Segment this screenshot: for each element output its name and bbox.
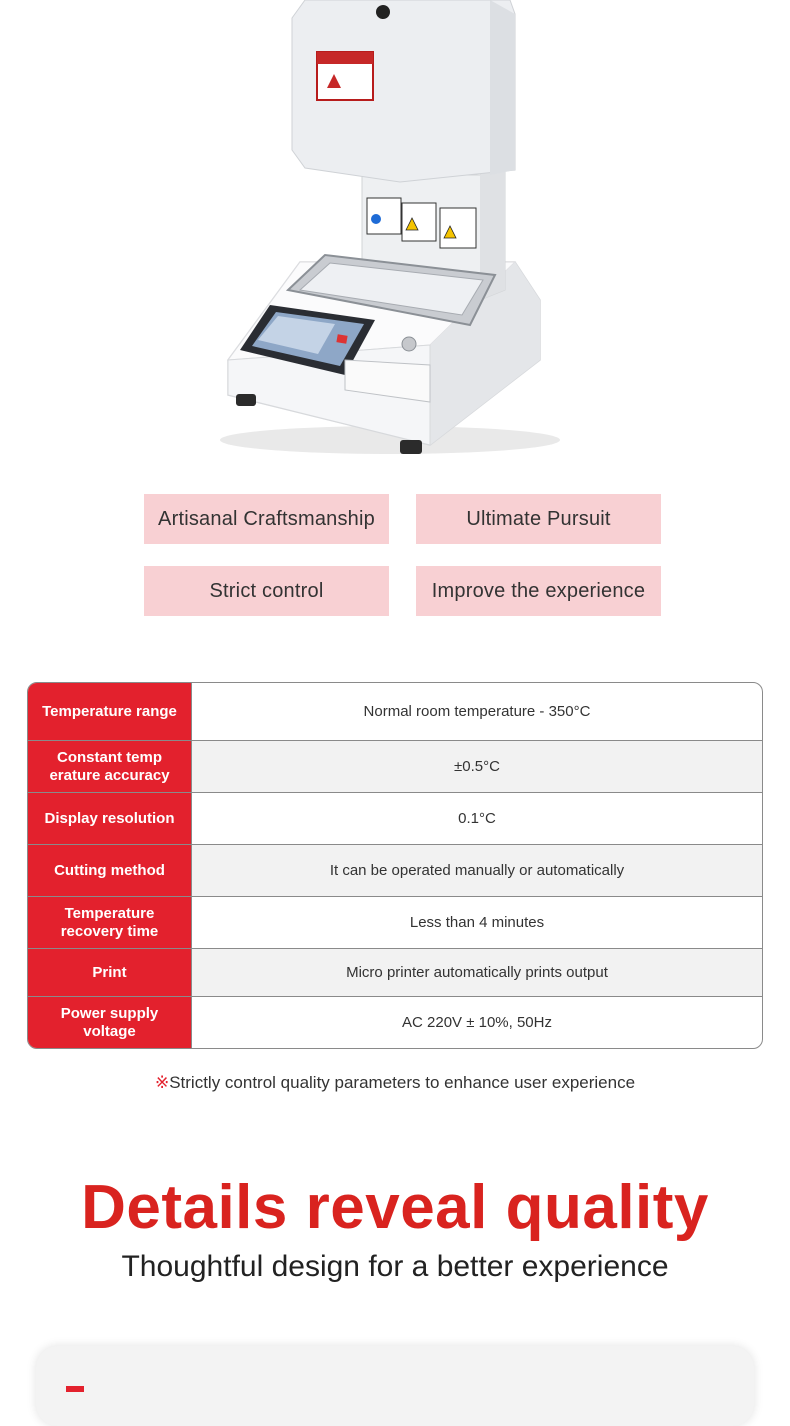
spec-value: It can be operated manually or automatically [192,845,762,896]
spec-row [28,897,762,949]
spec-value: ±0.5°C [192,741,762,792]
spec-value: AC 220V ± 10%, 50Hz [402,1014,552,1031]
spec-label: Power supply voltage [28,997,192,1048]
quality-note [0,1073,790,1093]
spec-label: Print [28,949,192,996]
detail-card [36,1346,754,1426]
spec-row [28,997,762,1048]
feature-tag-pursuit: Ultimate Pursuit [416,494,661,544]
section-title: Details reveal quality [81,1173,709,1242]
spec-label: Temperature range [28,683,192,740]
note-mark: ※ [154,1073,170,1092]
spec-value: Normal room temperature - 350°C [363,703,591,720]
spec-value: 0.1°C [458,810,496,827]
detail-accent-bar [66,1386,84,1392]
spec-row [28,741,762,793]
spec-value: Micro printer automatically prints output [192,949,762,996]
spec-label: Constant temp erature accuracy [28,741,192,792]
feature-tag-control: Strict control [144,566,389,616]
spec-row [28,793,762,845]
spec-row [28,845,762,897]
product-image [0,0,790,470]
feature-tag-craftsmanship: Artisanal Craftsmanship [144,494,389,544]
spec-label: Display resolution [28,793,192,844]
spec-row [28,949,762,997]
note-text: Strictly control quality parameters to enhance user experience [169,1073,636,1092]
section-subtitle: Thoughtful design for a better experience [121,1250,669,1283]
spec-label: Temperature recovery time [28,897,192,948]
spec-table [27,682,763,1049]
spec-label: Cutting method [28,845,192,896]
spec-value: Less than 4 minutes [409,914,545,931]
feature-tag-experience: Improve the experience [416,566,661,616]
spec-row [28,683,762,741]
